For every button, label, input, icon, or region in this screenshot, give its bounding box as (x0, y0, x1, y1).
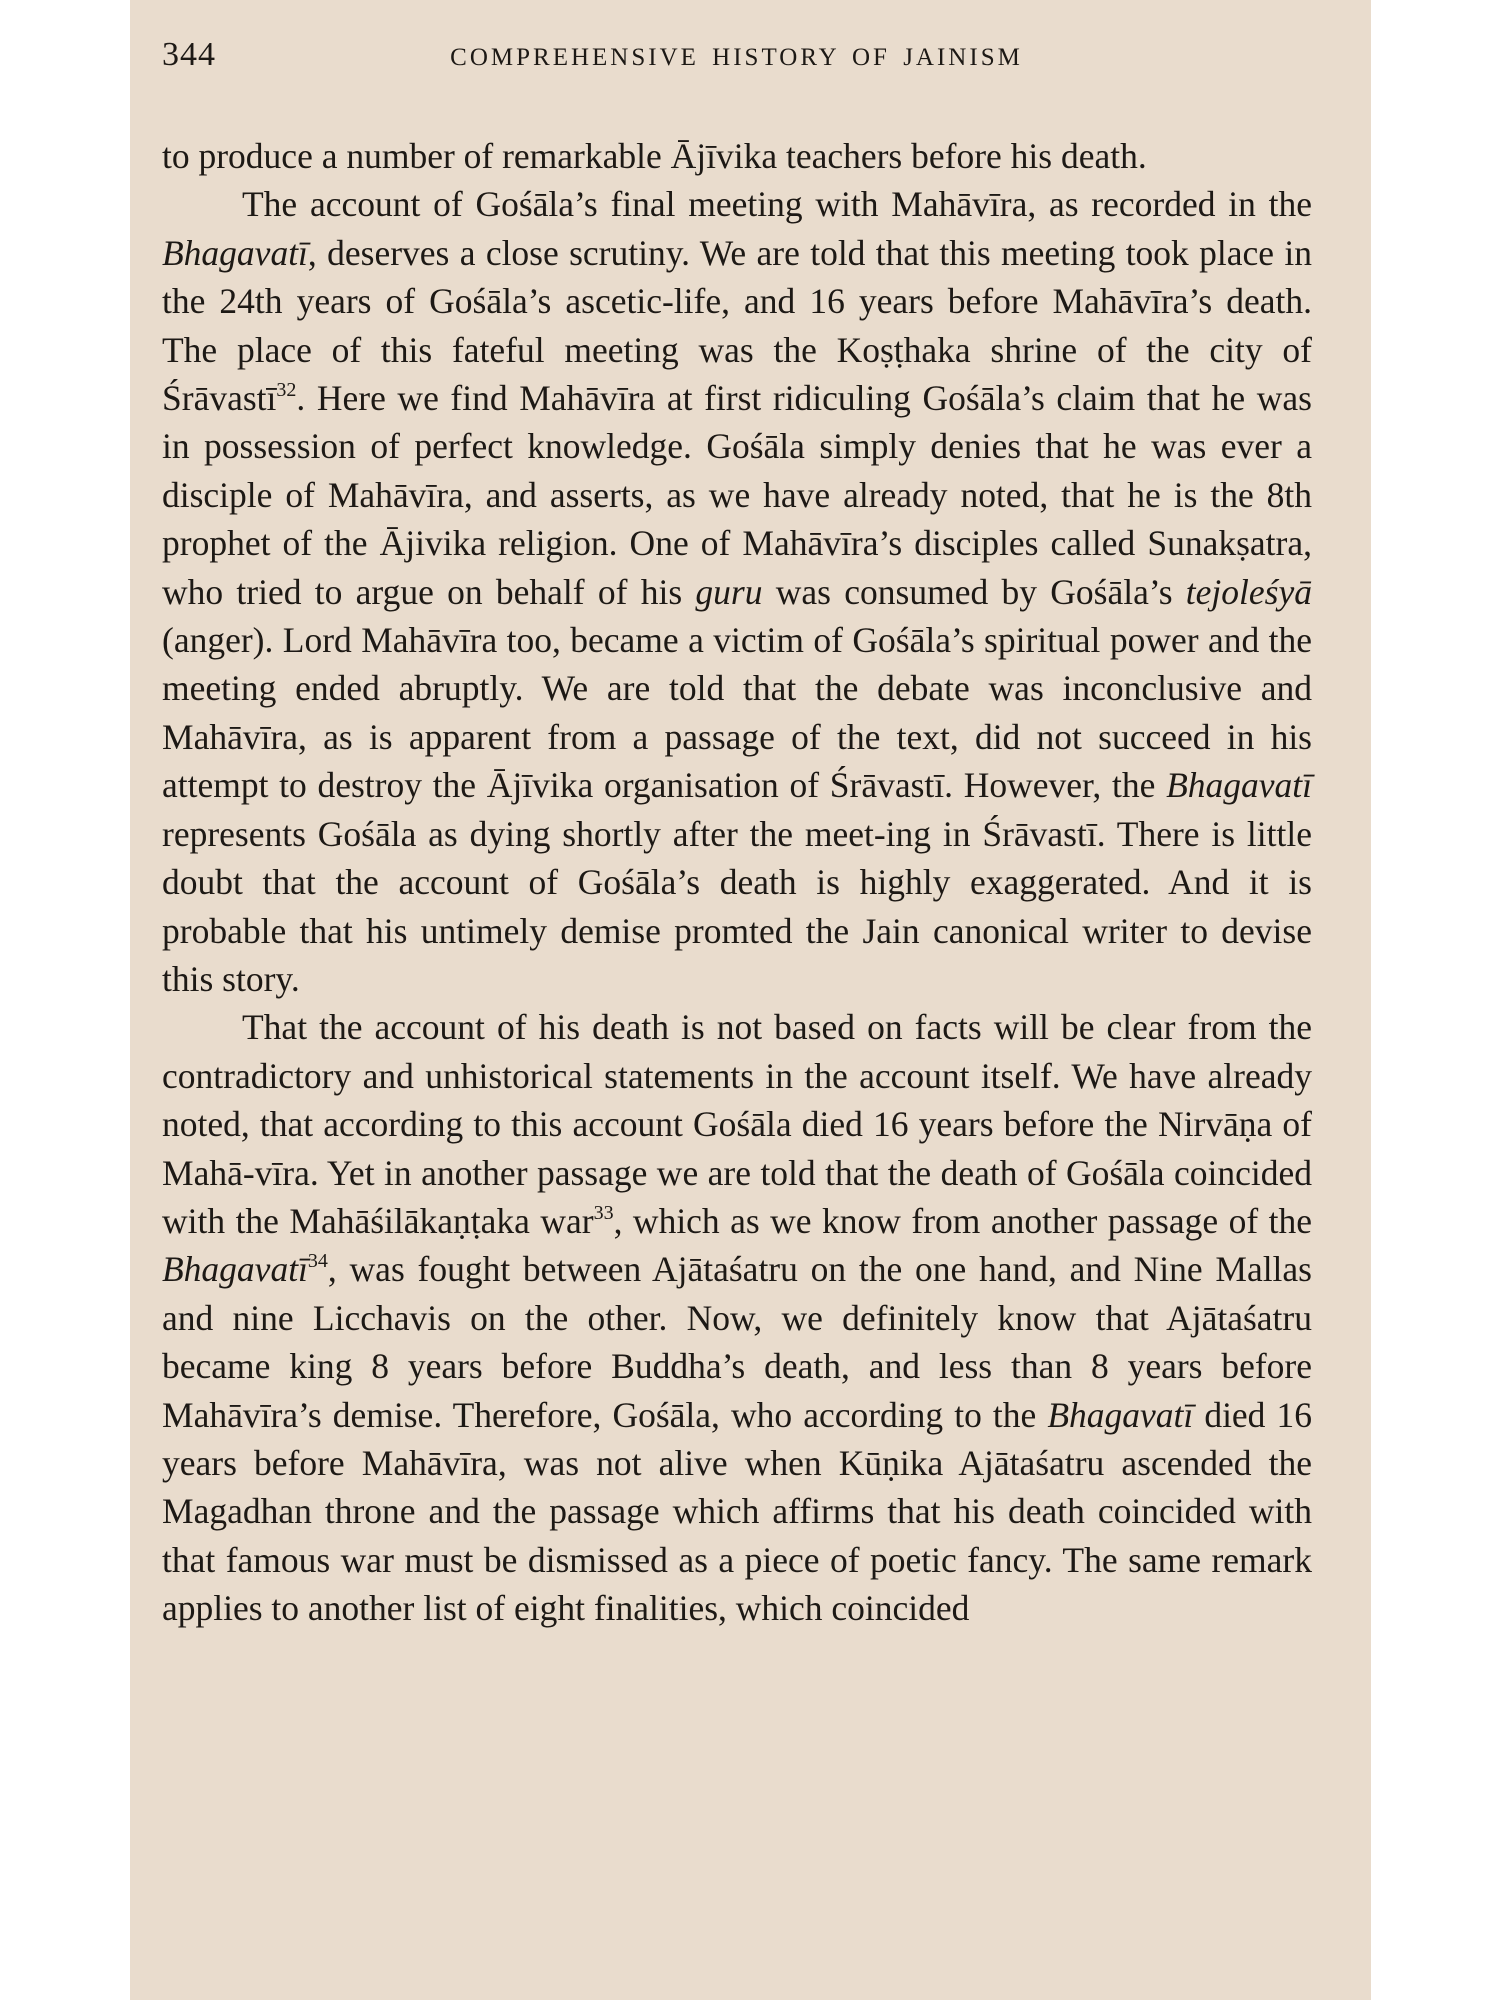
page-number: 344 (162, 36, 216, 73)
text-run: , deserves a close scrutiny. We are told that this meeting took place in the 24th years of Gośāla’s ascetic-life, and 16 years before Mahāvīra’s death. The place of this fateful meeting was the Koṣṭhaka shrine of the city of Śrāvastī (162, 232, 1312, 419)
text-run: represents Gośāla as dying shortly after the meet-ing in Śrāvastī. There is little doubt that the account of Gośāla’s death is highly exaggerated. And it is probable that his untimely demise promted the Jain canonical writer to devise this story. (162, 813, 1312, 999)
text-run: was consumed by Gośāla’s (762, 571, 1186, 612)
italic-term: Bhagavatī (162, 232, 308, 273)
paragraph (162, 1003, 1312, 1632)
text-run: to produce a number of remarkable Ājīvika teachers before his death. (162, 136, 1147, 176)
italic-term: tejoleśyā (1185, 571, 1312, 612)
page-header (162, 36, 1311, 86)
footnote-marker: 32 (276, 379, 297, 402)
italic-term: Bhagavatī (162, 1249, 308, 1290)
text-run: . Here we find Mahāvīra at first ridiculing Gośāla’s claim that he was in possession of perfect knowledge. Gośāla simply denies that he was ever a disciple of Mahāvīra, and asserts, as we have already noted, that he is the 8th prophet of the Ājivika religion. One of Mahāvīra’s disciples called Sunakṣatra, who tried to argue on behalf of his (162, 378, 1312, 612)
paragraph (162, 132, 1312, 180)
body-text (162, 132, 1312, 1633)
running-title: COMPREHENSIVE HISTORY OF JAINISM (450, 44, 1023, 71)
italic-term: Bhagavatī (1166, 765, 1312, 806)
footnote-marker: 33 (593, 1201, 614, 1224)
paragraph (162, 180, 1312, 1003)
text-run: That the account of his death is not based on facts will be clear from the contradictory and unhistorical statements in the account itself. We have already noted, that according to this account Gośāla died 16 years before the Nirvāṇa of Mahā-vīra. Yet in another passage we are told that the death of Gośāla coincided with the Mahāśilākaṇṭaka war (162, 1007, 1312, 1241)
italic-term: Bhagavatī (1047, 1394, 1194, 1435)
text-run: (anger). Lord Mahāvīra too, became a victim of Gośāla’s spiritual power and the meeting ended abruptly. We are told that the debate was inconclusive and Mahāvīra, as is apparent from a passage of the text, did not succeed in his attempt to destroy the Ājīvika organisation of Śrāvastī. However, the (162, 620, 1312, 806)
text-run: The account of Gośāla’s final meeting with Mahāvīra, as recorded in the (242, 184, 1312, 225)
text-run: , which as we know from another passage of the (613, 1200, 1312, 1241)
footnote-marker: 34 (307, 1250, 328, 1273)
italic-term: guru (695, 571, 763, 612)
text-run: , was fought between Ajātaśatru on the one hand, and Nine Mallas and nine Licchavis on the other. Now, we definitely know that Ajātaśatru became king 8 years before Buddha’s death, and less than 8 years before Mahāvīra’s demise. Therefore, Gośāla, who according to the (162, 1249, 1312, 1435)
text-run: died 16 years before Mahāvīra, was not alive when Kūṇika Ajātaśatru ascended the Magadhan throne and the passage which affirms that his death coincided with that famous war must be dismissed as a piece of poetic fancy. The same remark applies to another list of eight finalities, which coincided (162, 1394, 1312, 1629)
book-page (130, 0, 1371, 2000)
